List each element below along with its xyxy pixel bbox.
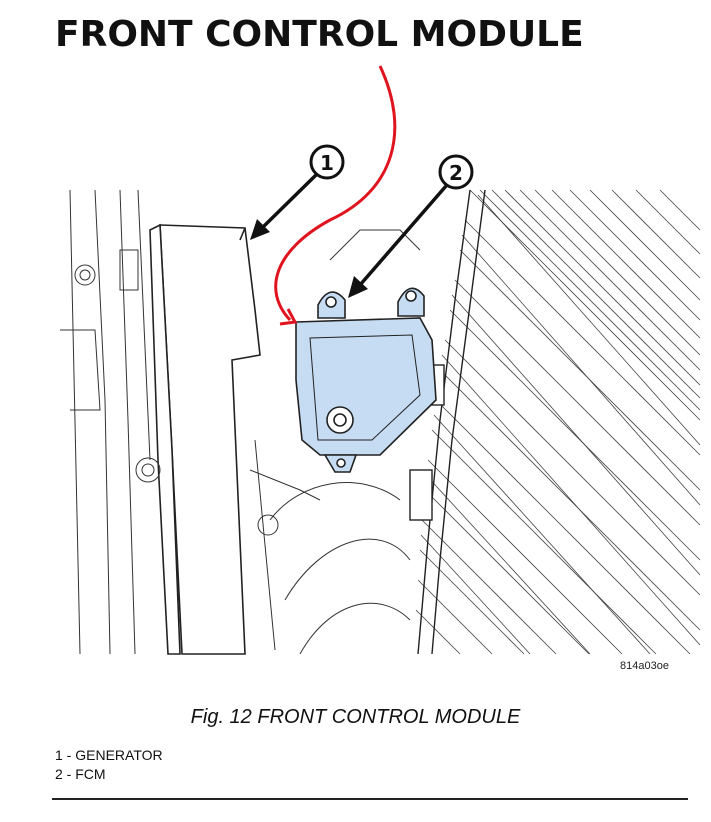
drawing-code: 814a03oe [620, 660, 669, 672]
radiator-tank [410, 190, 485, 654]
callout-2 [348, 156, 472, 298]
callout-1 [250, 146, 343, 240]
callout-number-1: 1 [320, 151, 334, 175]
legend-item: 1 - GENERATOR [55, 747, 163, 763]
legend [55, 746, 163, 784]
divider [52, 798, 688, 800]
radiator-fins [416, 190, 700, 654]
legend-item: 2 - FCM [55, 766, 106, 782]
page-title: FRONT CONTROL MODULE [55, 14, 584, 55]
figure-caption: Fig. 12 FRONT CONTROL MODULE [190, 706, 521, 728]
generator [150, 225, 260, 654]
callout-number-2: 2 [449, 161, 463, 185]
fcm-module [296, 288, 436, 472]
